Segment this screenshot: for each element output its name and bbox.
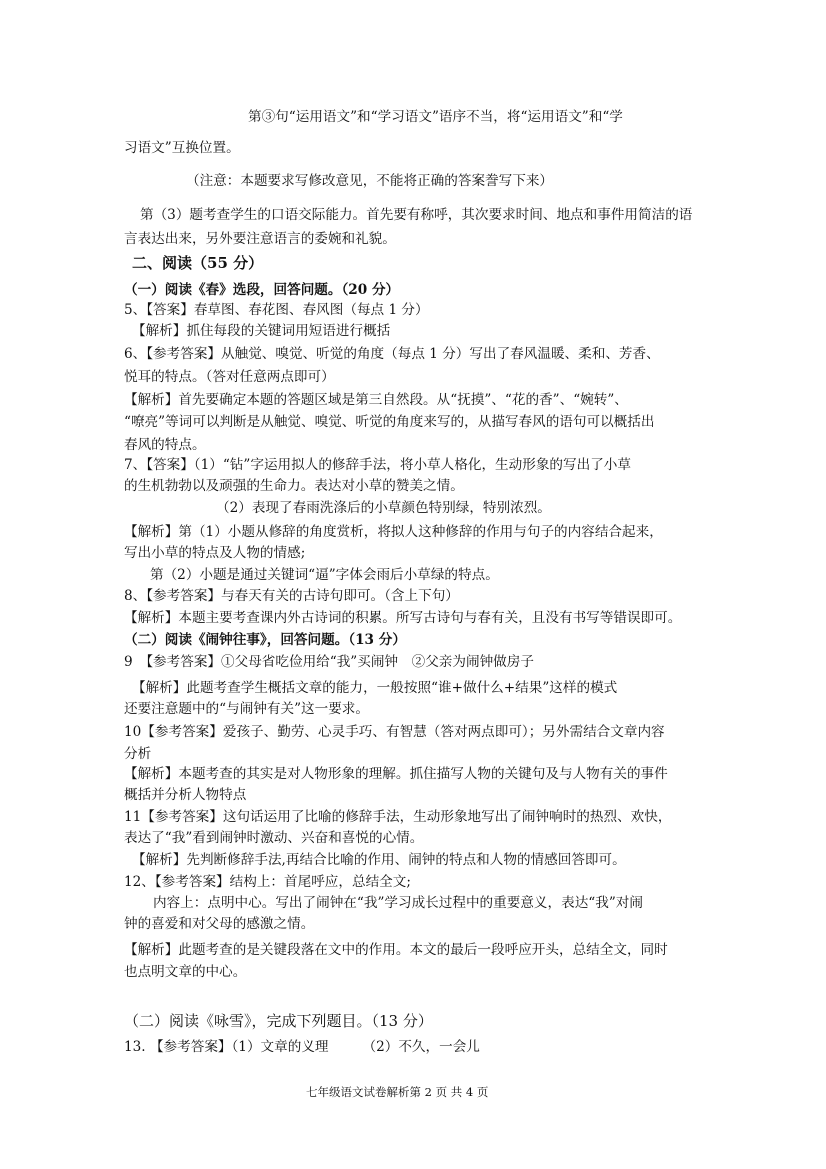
subsection-heading: （一）阅读《春》选段，回答问题。（20 分）: [124, 282, 400, 298]
text-line: “嘹亮”等词可以判断是从触觉、嗅觉、听觉的角度来写的，从描写春风的语句可以概括出: [124, 414, 655, 430]
text-line: 还要注意题中的“与闹钟有关”这一要求。: [124, 701, 369, 717]
text-line: 【解析】先判断修辞手法,再结合比喻的作用、闹钟的特点和人物的情感回答即可。: [132, 852, 626, 868]
text-line: 【解析】第（1）小题从修辞的角度赏析，将拟人这种修辞的作用与句子的内容结合起来，: [124, 524, 663, 540]
text-line: （2）表现了春雨洗涤后的小草颜色特别绿，特别浓烈。: [216, 500, 551, 516]
text-line: 13. 【参考答案】（1）文章的义理 （2）不久，一会儿: [124, 1039, 480, 1055]
text-line: 钟的喜爱和对父母的感激之情。: [124, 916, 315, 932]
text-line: 春风的特点。: [124, 437, 206, 453]
text-line: 悦耳的特点。（答对任意两点即可）: [124, 369, 335, 385]
text-line: 9 【参考答案】①父母省吃俭用给“我”买闹钟 ②父亲为闹钟做房子: [124, 654, 534, 670]
subsection-heading: （二）阅读《咏雪》，完成下列题目。（13 分）: [124, 1012, 433, 1030]
text-line: （注意：本题要求写修改意见，不能将正确的答案誊写下来）: [186, 173, 554, 189]
section-heading: 二、阅读（55 分）: [132, 254, 264, 272]
text-line: 【解析】本题主要考查课内外古诗词的积累。所写古诗句与春有关，且没有书写等错误即可。: [124, 610, 682, 626]
text-line: 11【参考答案】这句话运用了比喻的修辞手法，生动形象地写出了闹钟响时的热烈、欢快，: [124, 809, 672, 825]
text-line: 写出小草的特点及人物的情感;: [124, 545, 306, 561]
text-line: 的生机勃勃以及顽强的生命力。表达对小草的赞美之情。: [124, 478, 464, 494]
text-line: 12、【参考答案】结构上：首尾呼应，总结全文;: [124, 874, 411, 890]
text-line: 【解析】首先要确定本题的答题区域是第三自然段。从“抚摸”、“花的香”、“婉转”、: [124, 392, 628, 408]
text-line: 5、【答案】春草图、春花图、春风图（每点 1 分）: [124, 302, 429, 318]
text-line: 【解析】抓住每段的关键词用短语进行概括: [132, 323, 391, 339]
text-line: 表达了“我”看到闹钟时激动、兴奋和喜悦的心情。: [124, 830, 424, 846]
text-line: 第（3）题考查学生的口语交际能力。首先要有称呼，其次要求时间、地点和事件用简洁的语: [140, 207, 693, 223]
text-line: 第（2）小题是通过关键词“逼”字体会雨后小草绿的特点。: [150, 567, 499, 583]
text-line: 概括并分析人物特点: [124, 787, 247, 803]
text-line: 分析: [124, 746, 152, 762]
text-line: 第③句“运用语文”和“学习语文”语序不当，将“运用语文”和“学: [248, 109, 623, 125]
text-line: 8、【参考答案】与春天有关的古诗句即可。（含上下句）: [124, 588, 459, 604]
text-line: 7、【答案】（1）“钻”字运用拟人的修辞手法，将小草人格化，生动形象的写出了小草: [124, 457, 631, 473]
page-footer: 七年级语文试卷解析第 2 页 共 4 页: [306, 1085, 489, 1099]
text-line: 也点明文章的中心。: [124, 964, 247, 980]
subsection-heading: （二）阅读《闹钟往事》，回答问题。（13 分）: [124, 632, 406, 648]
text-line: 言表达出来，另外要注意语言的委婉和礼貌。: [124, 231, 396, 247]
text-line: 【解析】此题考查学生概括文章的能力，一般按照“谁+做什么+结果”这样的模式: [132, 680, 618, 696]
text-line: 【解析】本题考查的其实是对人物形象的理解。抓住描写人物的关键句及与人物有关的事件: [124, 766, 668, 782]
text-line: 内容上：点明中心。写出了闹钟在“我”学习成长过程中的重要意义，表达“我”对闹: [153, 895, 643, 911]
text-line: 10【参考答案】爱孩子、勤劳、心灵手巧、有智慧（答对两点即可）；另外需结合文章内容: [124, 724, 665, 740]
text-line: 习语文”互换位置。: [124, 140, 240, 156]
text-line: 【解析】此题考查的是关键段落在文中的作用。本文的最后一段呼应开头，总结全文，同时: [124, 942, 668, 958]
text-line: 6、【参考答案】从触觉、嗅觉、听觉的角度（每点 1 分）写出了春风温暖、柔和、芳香、: [124, 346, 660, 362]
